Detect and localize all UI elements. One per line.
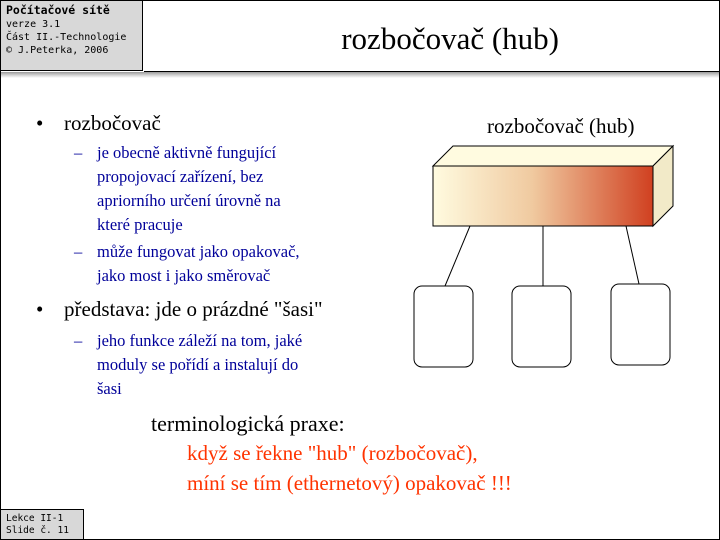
- bullet-predstava: [36, 297, 323, 322]
- sub-dash: –: [74, 331, 83, 350]
- sub-line: které pracuje: [97, 215, 183, 234]
- hub-cable-left: [445, 226, 470, 286]
- lecture-text: Lekce II-1: [6, 513, 64, 524]
- sub-bullet-active-device: [74, 141, 281, 237]
- hub-diagram-label: rozbočovač (hub): [487, 114, 635, 138]
- author-text: © J.Peterka, 2006: [6, 45, 109, 56]
- hub-top-face: [433, 146, 673, 166]
- version-text: verze 3.1: [6, 19, 61, 30]
- sub-line: moduly se pořídí a instalují do: [97, 355, 299, 374]
- bullet-dot: •: [36, 111, 44, 135]
- sub-dash: –: [74, 242, 83, 261]
- slide-title: rozbočovač (hub): [341, 21, 559, 56]
- sub-bullet-modules: [74, 329, 303, 401]
- footer-info-box: [1, 509, 84, 539]
- bullet-text: rozbočovač: [64, 111, 161, 135]
- sub-dash: –: [74, 143, 83, 162]
- hub-box: [433, 146, 673, 226]
- sub-bullet-function: [74, 240, 300, 288]
- hub-diagram: [406, 141, 681, 371]
- bullet-text: představa: jde o prázdné "šasi": [64, 297, 323, 321]
- terminology-line-2: míní se tím (ethernetový) opakovač !!!: [187, 471, 512, 495]
- bullet-dot: •: [36, 297, 44, 321]
- sub-line: jeho funkce záleží na tom, jaké: [97, 331, 303, 350]
- sub-line: jako most i jako směrovač: [97, 266, 271, 285]
- terminology-line-1: když se řekne "hub" (rozbočovač),: [187, 441, 478, 465]
- hub-cable-right: [626, 226, 639, 284]
- sub-line: šasi: [97, 379, 122, 398]
- sub-line: může fungovat jako opakovač,: [97, 242, 300, 261]
- course-name: Počítačové sítě: [6, 3, 110, 17]
- module-slot-1: [414, 286, 473, 367]
- slide-number: Slide č. 11: [6, 525, 69, 536]
- sub-line: propojovací zařízení, bez: [97, 167, 264, 186]
- bullet-rozbocovac: [36, 111, 161, 136]
- sub-line: je obecně aktivně fungující: [97, 143, 277, 162]
- sub-line: apriorního určení úrovně na: [97, 191, 281, 210]
- hub-front-face: [433, 166, 653, 226]
- header-info-box: [1, 1, 143, 71]
- part-text: Část II.-Technologie: [6, 32, 127, 43]
- header-band: [144, 1, 719, 72]
- module-slot-3: [611, 284, 670, 365]
- terminology-heading: terminologická praxe:: [151, 411, 345, 436]
- header-shadow: [1, 72, 719, 78]
- module-slot-2: [512, 286, 571, 367]
